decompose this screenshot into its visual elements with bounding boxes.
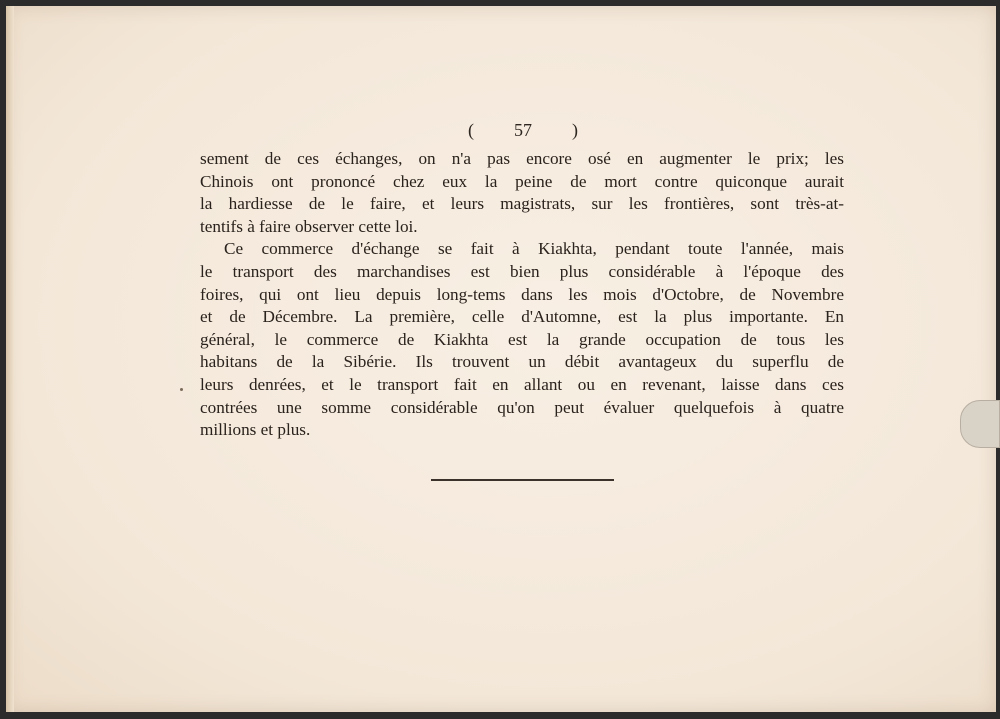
text-line: contrées une somme considérable qu'on peut évaluer quelquefois à quatre — [200, 397, 844, 417]
page-number-close-paren: ) — [572, 120, 578, 140]
text-line: la hardiesse de le faire, et leurs magistrats, sur les frontières, sont très-at- — [200, 194, 844, 214]
text-line: Ce commerce d'échange se fait à Kiakhta, pendant toute l'année, mais — [224, 239, 844, 259]
text-line: leurs denrées, et le transport fait en allant ou en revenant, laisse dans ces — [200, 374, 844, 394]
text-line: tentifs à faire observer cette loi. — [200, 216, 418, 236]
book-page — [6, 6, 996, 712]
page-number-open-paren: ( — [468, 120, 474, 140]
page-number-value: 57 — [514, 120, 532, 140]
paragraph-1 — [200, 148, 844, 238]
text-line: millions et plus. — [200, 420, 311, 440]
text-line: foires, qui ont lieu depuis long-tems dans les mois d'Octobre, de Novembre — [200, 284, 844, 304]
text-line: sement de ces échanges, on n'a pas encore osé en augmenter le prix; les — [200, 149, 844, 168]
text-line: habitans de la Sibérie. Ils trouvent un débit avantageux du superflu de — [200, 352, 844, 372]
text-line: Chinois ont prononcé chez eux la peine de mort contre quiconque aurait — [200, 171, 844, 191]
section-divider-rule — [431, 479, 614, 481]
page-tab-marker — [960, 400, 1000, 448]
page-gutter-edge — [6, 6, 14, 712]
body-text — [200, 148, 844, 442]
text-line: le transport des marchandises est bien plus considérable à l'époque des — [200, 261, 844, 281]
margin-mark — [180, 388, 183, 391]
page-number — [468, 120, 578, 141]
text-line: général, le commerce de Kiakhta est la grande occupation de tous les — [200, 329, 844, 349]
paragraph-2 — [200, 238, 844, 441]
text-line: et de Décembre. La première, celle d'Automne, est la plus importante. En — [200, 307, 844, 327]
